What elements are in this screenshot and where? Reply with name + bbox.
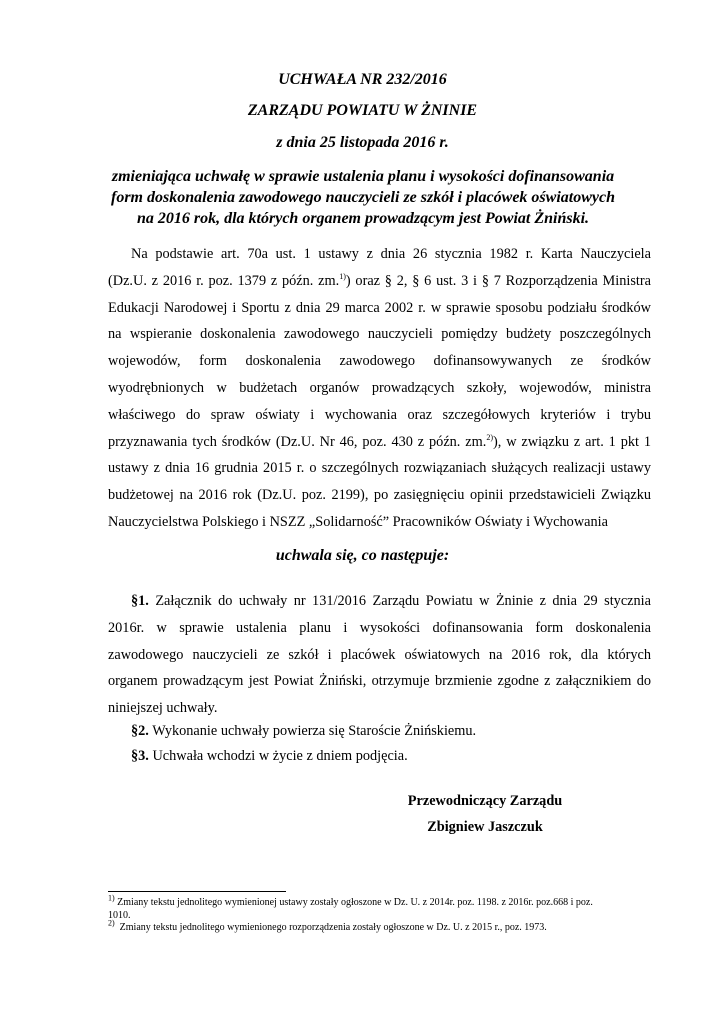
section-line: zawodowego nauczycieli ze szkół i placówek oświatowych na 2016 rok, dla których [108, 646, 651, 663]
section-line: §1. Załącznik do uchwały nr 131/2016 Zarządu Powiatu w Żninie z dnia 29 stycznia [131, 593, 651, 609]
section-line: 2016r. w sprawie ustalenia planu i wysokości dofinansowania form doskonalenia [108, 619, 651, 636]
footnote-mark: 2) [108, 918, 115, 928]
signature-name: Zbigniew Jaszczuk [427, 819, 543, 835]
section-mark: §3. [131, 748, 149, 764]
resolution-subject [80, 166, 646, 229]
footnote-1: $^{1)}$ Zmiany tekstu jednolitego wymienionej ustawy zostały ogłoszone w Dz. U. z 2014r. poz. 1198. z 2016r. poz.668 i poz. [108, 893, 593, 908]
preamble-line: wojewodów, form doskonalenia zawodowego dofinansowywanych ze środków [108, 353, 651, 370]
section-2 [108, 718, 651, 745]
footnote-2: $^{2)}$ Zmiany tekstu jednolitego wymienionego rozporządzenia zostały ogłoszone w Dz. U. z 2015 r., poz. 1973. [108, 918, 547, 933]
section-3 [108, 743, 651, 770]
subject-line: form doskonalenia zawodowego nauczycieli ze szkół i placówek oświatowych [110, 189, 615, 206]
resolves-heading: uchwala się, co następuje: [275, 547, 450, 564]
section-line: niniejszej uchwały. [108, 700, 218, 717]
preamble-line: przyznawania tych środków (Dz.U. Nr 46, poz. 430 z późn. zm.$^{2)}$), w związku z art. 1 pkt 1 [108, 432, 651, 450]
section-mark: §1. [131, 593, 149, 609]
section-mark: §2. [131, 723, 149, 739]
footnote-mark: 1) [108, 893, 115, 903]
footnotes [108, 893, 651, 935]
preamble-line: na wspieranie doskonalenia zawodowego nauczycieli pomiędzy budżety poszczególnych [108, 326, 651, 343]
section-line: §2. Wykonanie uchwały powierza się Staroście Żnińskiemu. [131, 723, 477, 739]
preamble-line: ustawy z dnia 16 grudnia 2015 r. o szczególnych rozwiązaniach służących realizacji ustawy [108, 460, 651, 477]
resolution-number: UCHWAŁA NR 232/2016 [278, 71, 447, 88]
footnote-ref-2: 2) [486, 432, 493, 442]
subject-line: zmieniająca uchwałę w sprawie ustalenia planu i wysokości dofinansowania [111, 168, 615, 185]
section-line: §3. Uchwała wchodzi w życie z dniem podjęcia. [131, 748, 408, 764]
preamble-line: Nauczycielstwa Polskiego i NSZZ „Solidarność” Pracowników Oświaty i Wychowania [108, 513, 608, 530]
preamble-line: Na podstawie art. 70a ust. 1 ustawy z dnia 26 stycznia 1982 r. Karta Nauczyciela [131, 246, 651, 262]
section-line: organem prowadzącym jest Powiat Żniński, otrzymuje brzmienie zgodne z załącznikiem do [108, 673, 651, 690]
resolution-date: z dnia 25 listopada 2016 r. [276, 134, 449, 151]
section-1 [108, 588, 651, 722]
issuing-body: ZARZĄDU POWIATU W ŻNINIE [247, 102, 478, 119]
preamble [108, 241, 651, 536]
signature-role: Przewodniczący Zarządu [407, 793, 563, 809]
preamble-line: właściwego do spraw oświaty i wychowania oraz szczegółowych kryteriów i trybu [108, 406, 651, 423]
preamble-line: (Dz.U. z 2016 r. poz. 1379 z późn. zm.$^{1)}$) oraz § 2, § 6 ust. 3 i § 7 Rozporządzenia Ministra [108, 272, 651, 289]
footnote-1-continuation: 1010. [108, 909, 131, 921]
preamble-line: budżetowej na 2016 rok (Dz.U. poz. 2199), po zasięgnięciu opinii przedstawicieli Związku [108, 487, 651, 504]
footnote-ref-1: 1) [339, 272, 346, 282]
preamble-line: Edukacji Narodowej i Sportu z dnia 29 marca 2002 r. w sprawie sposobu podziału środków [108, 299, 651, 316]
subject-line: na 2016 rok, dla których organem prowadzącym jest Powiat Żniński. [136, 210, 590, 227]
footnote-separator [108, 891, 286, 892]
preamble-line: wyodrębnionych w budżetach organów prowadzących szkoły, wojewodów, ministra [108, 379, 651, 396]
